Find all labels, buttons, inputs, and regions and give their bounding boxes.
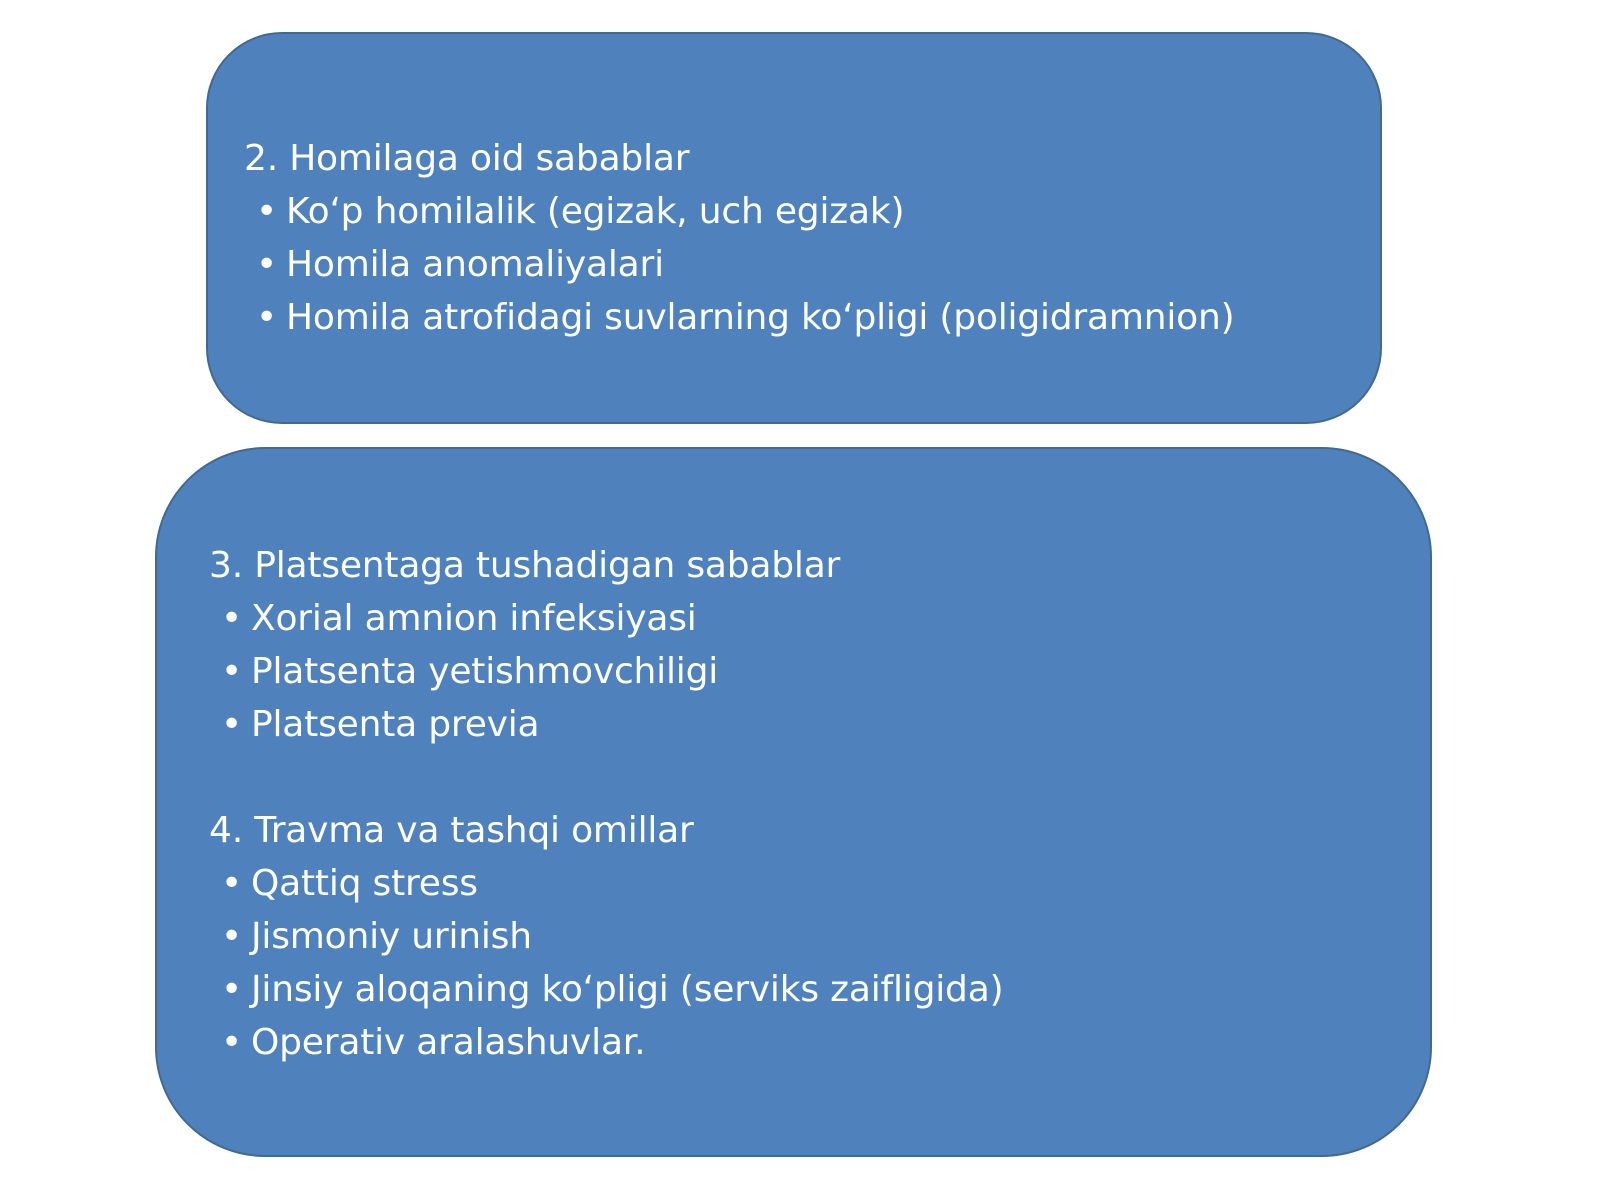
list-item [209, 910, 1430, 963]
list-item [244, 238, 1380, 291]
trauma-causes-heading: 4. Travma va tashqi omillar [209, 810, 694, 851]
bullet-icon: • [221, 1022, 243, 1063]
list-item-text: Koʻp homilalik (egizak, uch egizak) [286, 191, 905, 232]
placental-trauma-causes-box [155, 447, 1432, 1157]
list-item-text: Jinsiy aloqaning koʻpligi (serviks zaifligida) [251, 969, 1004, 1010]
list-item-text: Jismoniy urinish [251, 916, 532, 957]
list-item-text: Homila anomaliyalari [286, 244, 664, 285]
bullet-icon: • [221, 598, 243, 639]
list-item [209, 857, 1430, 910]
list-item [209, 645, 1430, 698]
bullet-icon: • [221, 916, 243, 957]
bullet-icon: • [256, 244, 278, 285]
list-item-text: Platsenta previa [251, 704, 540, 745]
bullet-icon: • [221, 651, 243, 692]
list-item-text: Platsenta yetishmovchiligi [251, 651, 719, 692]
list-item [209, 698, 1430, 751]
placental-causes-heading: 3. Platsentaga tushadigan sabablar [209, 545, 841, 586]
list-item-text: Qattiq stress [251, 863, 478, 904]
list-item-text: Operativ aralashuvlar. [251, 1022, 646, 1063]
bullet-icon: • [221, 863, 243, 904]
list-item-text: Xorial amnion infeksiyasi [251, 598, 697, 639]
section-spacer [209, 751, 1430, 804]
fetal-causes-box [206, 32, 1382, 424]
list-item [209, 1016, 1430, 1069]
bullet-icon: • [256, 297, 278, 338]
bullet-icon: • [221, 969, 243, 1010]
list-item [244, 185, 1380, 238]
list-item [209, 963, 1430, 1016]
bullet-icon: • [221, 704, 243, 745]
bullet-icon: • [256, 191, 278, 232]
list-item-text: Homila atrofidagi suvlarning koʻpligi (poligidramnion) [286, 297, 1235, 338]
list-item [209, 592, 1430, 645]
list-item [244, 291, 1380, 344]
fetal-causes-heading: 2. Homilaga oid sabablar [244, 138, 690, 179]
